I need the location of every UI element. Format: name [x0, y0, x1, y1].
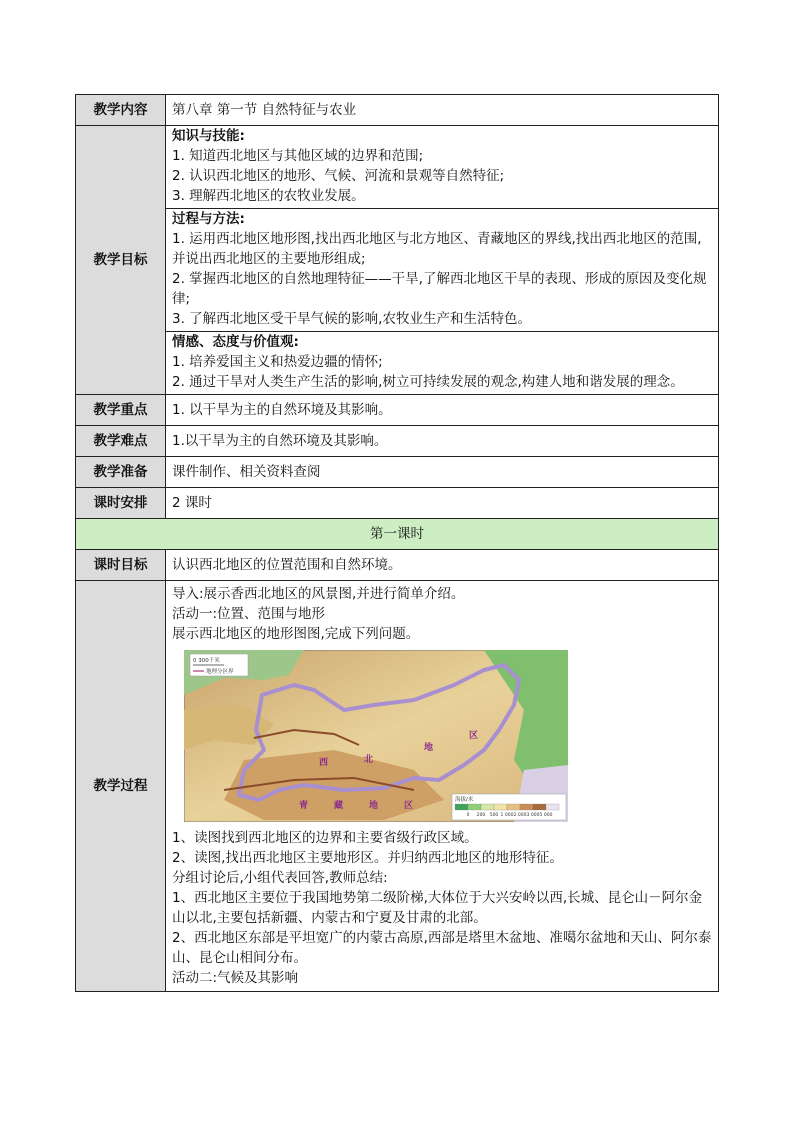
- value-lesson-goal: 认识西北地区的位置范围和自然环境。: [166, 550, 719, 581]
- process-line: 活动一:位置、范围与地形: [172, 606, 326, 622]
- section-title: 第一课时: [76, 519, 719, 550]
- label-difficulty: 教学难点: [76, 426, 166, 457]
- goals-item: 2. 掌握西北地区的自然地理特征——干旱,了解西北地区干旱的表现、形成的原因及变化规律;: [172, 271, 707, 307]
- region-label: 区: [404, 801, 414, 811]
- value-process: [166, 581, 719, 992]
- elevation-swatch: [481, 804, 494, 810]
- elevation-color-bar: [455, 804, 559, 810]
- elevation-tick-label: 200: [476, 813, 486, 818]
- elevation-tick-label: 1 000: [500, 813, 514, 818]
- value-key-point: 1. 以干旱为主的自然环境及其影响。: [166, 395, 719, 426]
- region-label: 青: [299, 801, 309, 811]
- value-prep: 课件制作、相关资料查阅: [166, 457, 719, 488]
- row-process: [76, 581, 719, 992]
- goals-heading: 过程与方法:: [172, 211, 245, 227]
- goals-item: 1. 培养爱国主义和热爱边疆的情怀;: [172, 354, 383, 370]
- value-schedule: 2 课时: [166, 488, 719, 519]
- goals-heading: 知识与技能:: [172, 128, 245, 144]
- northwest-terrain-map: [184, 650, 568, 822]
- goals-item: 2. 认识西北地区的地形、气候、河流和景观等自然特征;: [172, 168, 505, 184]
- elevation-swatch: [455, 804, 468, 810]
- goals-item: 1. 运用西北地区地形图,找出西北地区与北方地区、青藏地区的界线,找出西北地区的范围,并说出西北地区的主要地形组成;: [172, 231, 702, 267]
- lesson-plan-table: [75, 94, 719, 992]
- elevation-swatch: [533, 804, 546, 810]
- process-line: 活动二:气候及其影响: [172, 970, 299, 986]
- process-line: 展示西北地区的地形图图,完成下列问题。: [172, 626, 420, 642]
- region-label: 地: [369, 801, 379, 811]
- label-key-point: 教学重点: [76, 395, 166, 426]
- region-label: 西: [319, 758, 329, 768]
- region-label: 北: [364, 755, 374, 765]
- elevation-swatch: [494, 804, 507, 810]
- elevation-swatch: [468, 804, 481, 810]
- goals-item: 1. 知道西北地区与其他区域的边界和范围;: [172, 148, 424, 164]
- goals-block-process: [166, 208, 718, 331]
- row-key-point: [76, 395, 719, 426]
- goals-item: 3. 了解西北地区受干旱气候的影响,农牧业生产和生活特色。: [172, 311, 531, 327]
- process-line: 分组讨论后,小组代表回答,教师总结:: [172, 870, 388, 886]
- row-prep: [76, 457, 719, 488]
- region-label: 区: [469, 731, 479, 741]
- goals-heading: 情感、态度与价值观:: [172, 334, 299, 350]
- elevation-tick-label: 500: [489, 813, 499, 818]
- region-label: 藏: [334, 801, 344, 811]
- label-goals: 教学目标: [76, 126, 166, 395]
- elevation-swatch: [546, 804, 559, 810]
- region-label: 地: [424, 743, 434, 753]
- row-content: [76, 95, 719, 126]
- goals-block-attitude: [166, 331, 718, 394]
- row-goals: [76, 126, 719, 395]
- elevation-tick-label: 2 000: [513, 813, 527, 818]
- row-section: [76, 519, 719, 550]
- goals-item: 2. 通过干旱对人类生产生活的影响,树立可持续发展的观念,构建人地和谐发展的理念。: [172, 374, 684, 390]
- process-line: 导入:展示香西北地区的风景图,并进行简单介绍。: [172, 586, 465, 602]
- row-difficulty: [76, 426, 719, 457]
- process-line: 2、读图,找出西北地区主要地形区。并归纳西北地区的地形特征。: [172, 850, 563, 866]
- value-content: 第八章 第一节 自然特征与农业: [166, 95, 719, 126]
- row-lesson-goal: [76, 550, 719, 581]
- label-schedule: 课时安排: [76, 488, 166, 519]
- elevation-tick-label: 3 000: [526, 813, 540, 818]
- process-line: 1、西北地区主要位于我国地势第二级阶梯,大体位于大兴安岭以西,长城、昆仑山－阿尔金山以北,主要包括新疆、内蒙古和宁夏及甘肃的北部。: [172, 890, 703, 926]
- elevation-swatch: [520, 804, 533, 810]
- value-difficulty: 1.以干旱为主的自然环境及其影响。: [166, 426, 719, 457]
- label-lesson-goal: 课时目标: [76, 550, 166, 581]
- elevation-tick-label: 0: [466, 813, 470, 818]
- process-line: 1、读图找到西北地区的边界和主要省级行政区域。: [172, 830, 478, 846]
- scale-text: 0 300千米: [193, 658, 220, 664]
- elevation-tick-label: 5 000: [539, 813, 553, 818]
- row-schedule: [76, 488, 719, 519]
- process-line: 2、西北地区东部是平坦宽广的内蒙古高原,西部是塔里木盆地、准噶尔盆地和天山、阿尔泰山、昆仑山相间分布。: [172, 930, 712, 966]
- legend-border-label: 地理分区界: [206, 669, 234, 675]
- goals-block-knowledge: [166, 126, 718, 208]
- label-content: 教学内容: [76, 95, 166, 126]
- label-prep: 教学准备: [76, 457, 166, 488]
- goals-item: 3. 理解西北地区的农牧业发展。: [172, 188, 365, 204]
- elevation-ticks: [467, 812, 553, 818]
- elevation-swatch: [507, 804, 520, 810]
- value-goals: [166, 126, 719, 395]
- elevation-title: 海拔/米: [455, 797, 474, 803]
- label-process: 教学过程: [76, 581, 166, 992]
